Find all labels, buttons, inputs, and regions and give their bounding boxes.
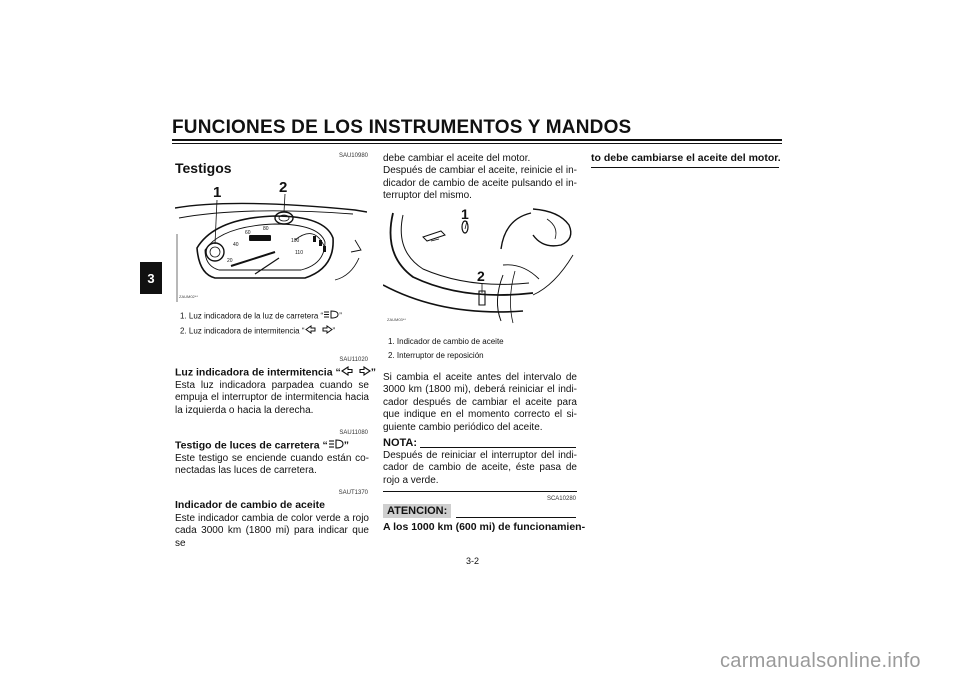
subheading-text: ”	[343, 439, 349, 452]
text-line: nectadas las luces de carretera.	[175, 465, 317, 477]
text-line: cador después de cambiar el aceite para	[383, 396, 577, 408]
speedo-label: 110	[295, 250, 303, 256]
page-header-title: FUNCIONES DE LOS INSTRUMENTOS Y MANDOS	[172, 117, 632, 138]
text-line: la izquierda o hacia la derecha.	[175, 404, 314, 416]
note-text	[383, 450, 577, 487]
high-beam-icon	[323, 310, 339, 323]
speedo-label: 20	[227, 258, 233, 264]
turn-signal-icon	[305, 325, 333, 338]
subheading	[175, 366, 376, 379]
caution-text-continued: to debe cambiarse el aceite del motor.	[591, 152, 781, 164]
page-number: 3-2	[466, 556, 480, 566]
caption-text: ”	[332, 326, 336, 336]
text-line: empuja el interruptor de intermitencia hacia	[175, 392, 369, 404]
caution-end-rule	[591, 167, 779, 168]
text-line: Después de cambiar el aceite, reinicie el in-	[383, 165, 577, 177]
figure-caption: 1. Indicador de cambio de aceite	[388, 337, 504, 346]
ref-code: SAUT1370	[338, 490, 368, 496]
callout-number: 1	[213, 184, 222, 201]
callout-number: 2	[279, 179, 288, 196]
figure-oil-indicator	[383, 205, 577, 327]
text-line: guiente cambio periódico del aceite.	[383, 421, 543, 433]
paragraph	[175, 380, 369, 417]
header-rule	[172, 139, 782, 141]
figure-caption	[180, 310, 342, 323]
watermark: carmanualsonline.info	[720, 650, 921, 672]
subheading	[175, 439, 349, 452]
section-title: Testigos	[175, 160, 232, 176]
callout-number: 2	[477, 268, 485, 284]
caption-text: 2. Luz indicadora de intermitencia “	[180, 326, 305, 336]
text-line: Después de reiniciar el interruptor del indi-	[383, 450, 577, 461]
ref-code: SAU11080	[339, 430, 368, 436]
oil-indicator-illustration	[383, 205, 577, 327]
instrument-panel-illustration	[175, 178, 367, 302]
text-line: cada 3000 km (1800 mi) para indicar que se	[175, 525, 369, 549]
text-line: Si cambia el aceite antes del intervalo de	[383, 372, 577, 383]
paragraph	[175, 513, 369, 550]
text-line: terruptor del mismo.	[383, 190, 472, 202]
subheading-text: Luz indicadora de intermitencia “	[175, 366, 341, 379]
caution-rule	[456, 517, 576, 518]
ref-code: SCA10280	[546, 496, 576, 502]
speedo-label: 80	[263, 226, 269, 232]
paragraph	[175, 453, 369, 478]
figure-caption: 2. Interruptor de reposición	[388, 351, 484, 360]
turn-signal-icon	[341, 366, 371, 379]
paragraph	[383, 372, 577, 434]
note-end-rule	[383, 491, 577, 492]
note-rule	[420, 447, 576, 448]
chapter-tab: 3	[140, 262, 162, 294]
subheading-text: Testigo de luces de carretera “	[175, 439, 328, 452]
speedo-label: 100	[291, 238, 300, 244]
header-rule-thin	[172, 143, 782, 144]
note-label: NOTA:	[383, 437, 418, 449]
speedo-label: 60	[245, 230, 251, 236]
figure-code: ZAUM02**	[179, 294, 198, 299]
speedo-label: 40	[233, 242, 239, 248]
subheading-text: ”	[370, 366, 376, 379]
caution-label: ATENCION:	[383, 504, 451, 518]
paragraph	[383, 153, 577, 203]
text-line: 3000 km (1800 mi), deberá reiniciar el indi-	[383, 384, 577, 396]
figure-code: ZAUM03**	[387, 317, 406, 322]
text-line: Esta luz indicadora parpadea cuando se	[175, 380, 369, 391]
ref-code: SAU11020	[339, 357, 368, 363]
figure-caption	[180, 325, 335, 338]
text-line: cador de cambio de aceite, éste pasa de	[383, 462, 577, 474]
caption-text: ”	[339, 311, 342, 321]
text-line: que indique en el momento correcto el si-	[383, 409, 577, 421]
text-line: dicador de cambio de aceite pulsando el in-	[383, 177, 577, 189]
text-line: Este indicador cambia de color verde a rojo	[175, 513, 369, 524]
text-line: Este testigo se enciende cuando están co-	[175, 453, 369, 464]
callout-number: 1	[461, 206, 469, 222]
caution-text: A los 1000 km (600 mi) de funcionamien-	[383, 521, 586, 533]
caption-text: 1. Luz indicadora de la luz de carretera “	[180, 311, 324, 321]
high-beam-icon	[328, 439, 344, 452]
text-line: debe cambiar el aceite del motor.	[383, 153, 531, 164]
text-line: rojo a verde.	[383, 474, 439, 486]
subheading: Indicador de cambio de aceite	[175, 499, 325, 511]
figure-instrument-panel	[175, 178, 367, 302]
ref-code: SAU10980	[338, 153, 368, 159]
